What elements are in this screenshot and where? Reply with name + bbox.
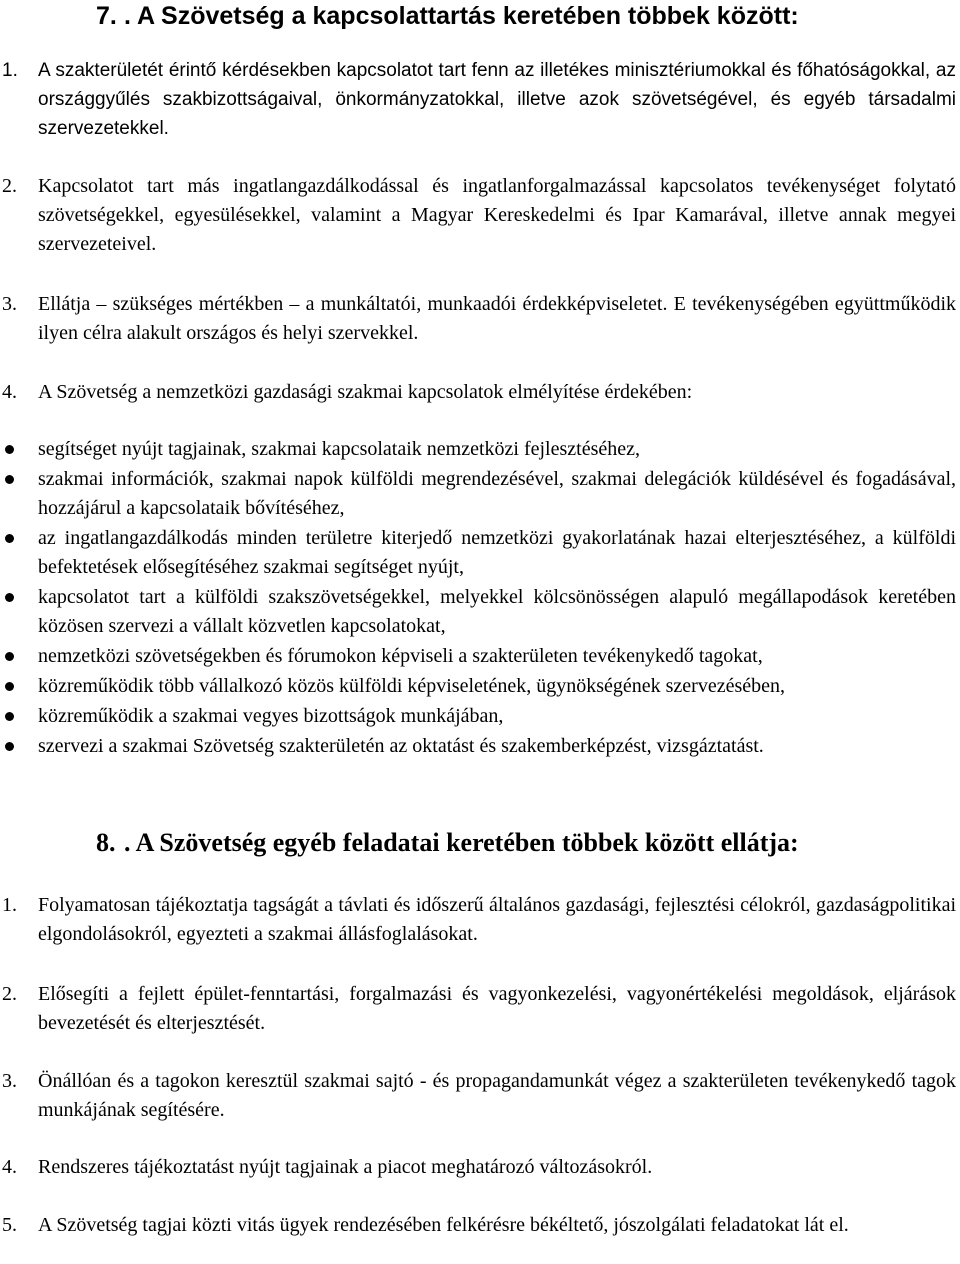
- section-8-item-4: [0, 1153, 958, 1182]
- section-7-number: 7.: [96, 2, 117, 30]
- bullet-dot-icon: [5, 712, 14, 721]
- bullet-text: közreműködik több vállalkozó közös külföldi képviseletének, ügynökségének szervezésében,: [38, 675, 785, 697]
- section-8-item-5: [0, 1211, 958, 1240]
- section-8-item-1: [0, 891, 958, 949]
- section-7-title: . A Szövetség a kapcsolattartás keretében többek között:: [124, 2, 799, 30]
- bullet-text: közreműködik a szakmai vegyes bizottságok munkájában,: [38, 705, 504, 727]
- bullet-item: [0, 672, 958, 701]
- bullet-item: [0, 732, 958, 761]
- bullet-item: [0, 435, 958, 464]
- bullet-dot-icon: [5, 593, 14, 602]
- item-number: 4.: [2, 1156, 17, 1178]
- bullet-item: [0, 465, 958, 523]
- bullet-item: [0, 642, 958, 671]
- section-8-title: . A Szövetség egyéb feladatai keretében többek között ellátja:: [124, 828, 799, 857]
- section-7-item-1: [0, 56, 958, 143]
- item-number: 3.: [2, 293, 17, 315]
- bullet-item: [0, 583, 958, 641]
- bullet-dot-icon: [5, 534, 14, 543]
- section-7-item-3: [0, 290, 958, 348]
- item-number: 1.: [2, 60, 18, 81]
- section-7-item-2: [0, 172, 958, 259]
- item-number: 2.: [2, 983, 17, 1005]
- section-7-item-4: [0, 378, 958, 407]
- item-text: A Szövetség tagjai közti vitás ügyek rendezésében felkérésre békéltető, jószolgálati feladatokat lát el.: [38, 1214, 849, 1236]
- item-text: Kapcsolatot tart más ingatlangazdálkodással és ingatlanforgalmazással kapcsolatos tevékenységet folytató szövetségekkel, egyesülésekkel, valamint a Magyar Kereskedelmi és Ipar Kamarával, illetve annak megyei szervezeteivel.: [38, 175, 956, 255]
- section-7-heading: [96, 1, 799, 31]
- bullet-item: [0, 524, 958, 582]
- item-number: 2.: [2, 175, 17, 197]
- bullet-text: szervezi a szakmai Szövetség szakterületén az oktatást és szakemberképzést, vizsgáztatást.: [38, 735, 764, 757]
- section-8-heading: [96, 828, 799, 858]
- item-text: Elősegíti a fejlett épület-fenntartási, forgalmazási és vagyonkezelési, vagyonértékelési megoldások, eljárások bevezetését és elterjesztését.: [38, 983, 956, 1034]
- bullet-dot-icon: [5, 652, 14, 661]
- item-number: 3.: [2, 1070, 17, 1092]
- bullet-text: az ingatlangazdálkodás minden területre kiterjedő nemzetközi gyakorlatának hazai elterjesztéséhez, a külföldi befektetések elősegítéséhez szakmai segítséget nyújt,: [38, 527, 956, 578]
- item-text: Rendszeres tájékoztatást nyújt tagjainak a piacot meghatározó változásokról.: [38, 1156, 653, 1178]
- section-8-item-3: [0, 1067, 958, 1125]
- bullet-item: [0, 702, 958, 731]
- item-number: 4.: [2, 381, 17, 403]
- item-text: Ellátja – szükséges mértékben – a munkáltatói, munkaadói érdekképviseletet. E tevékenységében együttműködik ilyen célra alakult országos és helyi szervekkel.: [38, 293, 956, 344]
- item-text: A szakterületét érintő kérdésekben kapcsolatot tart fenn az illetékes minisztériumokkal és főhatóságokkal, az országgyűlés szakbizottságaival, önkormányzatokkal, illetve azok szövetségével, és egyéb társadalmi szervezetekkel.: [38, 60, 956, 139]
- item-text: Folyamatosan tájékoztatja tagságát a távlati és időszerű általános gazdasági, fejlesztési célokról, gazdaságpolitikai elgondolásokról, egyezteti a szakmai állásfoglalásokat.: [38, 894, 956, 945]
- bullet-dot-icon: [5, 742, 14, 751]
- item-number: 5.: [2, 1214, 17, 1236]
- bullet-dot-icon: [5, 682, 14, 691]
- bullet-text: szakmai információk, szakmai napok külföldi megrendezésével, szakmai delegációk küldésével és fogadásával, hozzájárul a kapcsolataik bővítéséhez,: [38, 468, 956, 519]
- item-text: Önállóan és a tagokon keresztül szakmai sajtó - és propagandamunkát végez a szakterületen tevékenykedő tagok munkájának segítésére.: [38, 1070, 956, 1121]
- item-number: 1.: [2, 894, 17, 916]
- section-8-item-2: [0, 980, 958, 1038]
- bullet-dot-icon: [5, 445, 14, 454]
- section-7-bullet-list: [0, 435, 958, 762]
- section-8-number: 8.: [96, 828, 116, 857]
- item-text: A Szövetség a nemzetközi gazdasági szakmai kapcsolatok elmélyítése érdekében:: [38, 381, 693, 403]
- bullet-text: segítséget nyújt tagjainak, szakmai kapcsolataik nemzetközi fejlesztéséhez,: [38, 438, 640, 460]
- bullet-dot-icon: [5, 475, 14, 484]
- bullet-text: nemzetközi szövetségekben és fórumokon képviseli a szakterületen tevékenykedő tagokat,: [38, 645, 763, 667]
- bullet-text: kapcsolatot tart a külföldi szakszövetségekkel, melyekkel kölcsönösségen alapuló megállapodások keretében közösen szervezi a vállalt közvetlen kapcsolatokat,: [38, 586, 956, 637]
